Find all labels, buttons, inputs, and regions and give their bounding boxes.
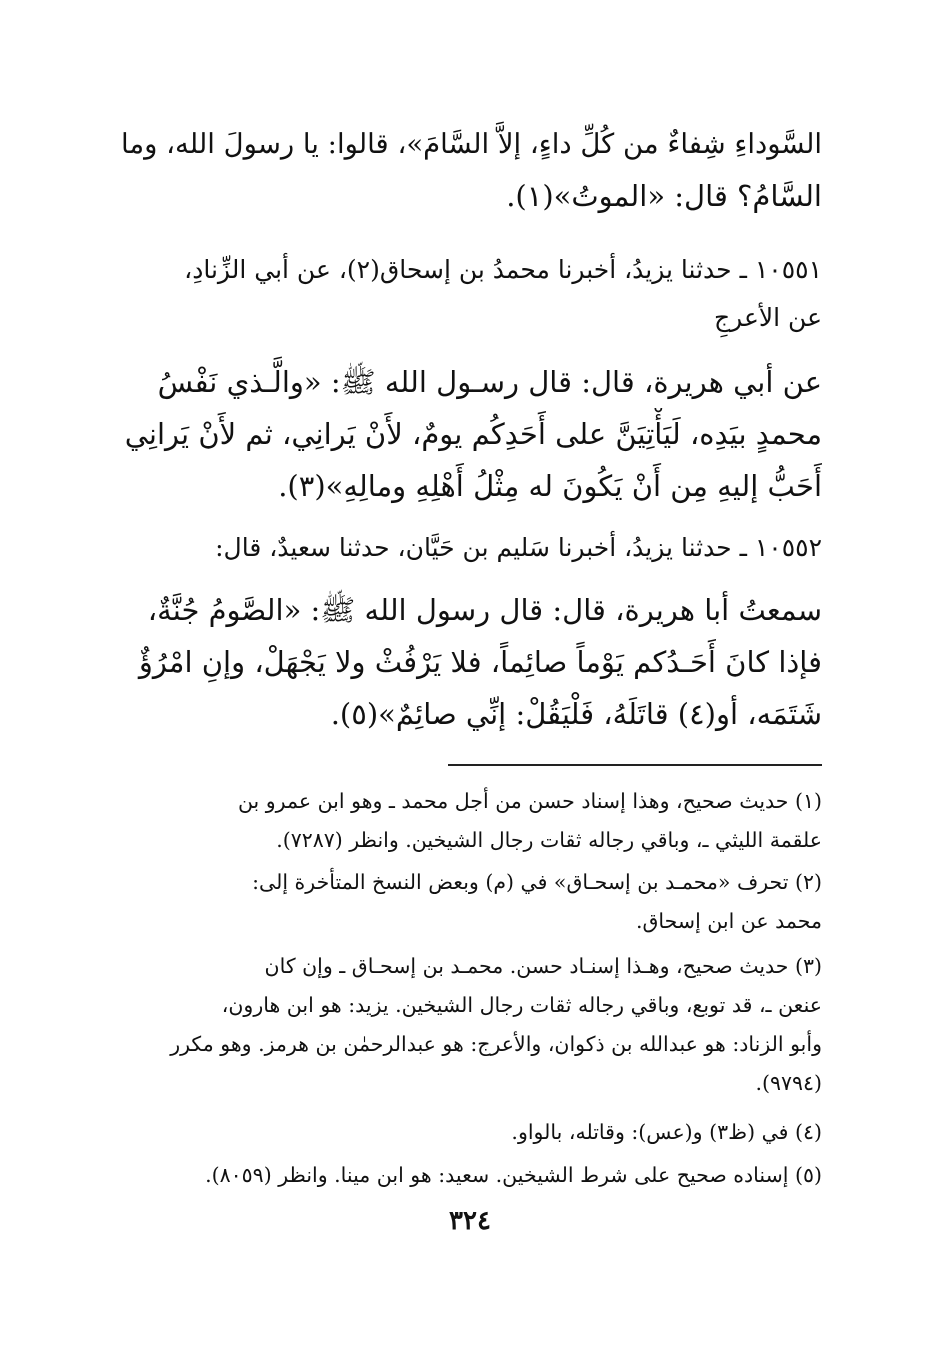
text-line: سمعتُ أبا هريرة، قال: قال رسول الله ﷺ: «الصَّومُ جُنَّةٌ، bbox=[147, 593, 822, 627]
paragraph-hadith-10552 bbox=[118, 584, 822, 740]
text-line: أَحَبُّ إليهِ مِن أَنْ يَكُونَ له مِثْلُ أَهْلِهِ ومالِهِ»(٣). bbox=[278, 469, 822, 503]
footnote-line: (٢) تحرف «محمـد بن إسحـاق» في (م) وبعض النسخ المتأخرة إلى: bbox=[252, 870, 822, 894]
page-number: ٣٢٤ bbox=[449, 1206, 491, 1236]
footnote-separator bbox=[448, 764, 822, 766]
text-line: عن الأعرجِ bbox=[714, 303, 822, 332]
footnote-1 bbox=[118, 782, 822, 860]
paragraph-hadith-continuation bbox=[118, 118, 822, 222]
book-page bbox=[118, 118, 822, 1308]
footnote-5 bbox=[118, 1156, 822, 1195]
text-line: محمدٍ بيَدِه، لَيَأْتِيَنَّ على أَحَدِكُم يومٌ، لأَنْ يَرانِي، ثم لأَنْ يَرانِي bbox=[124, 417, 822, 451]
text-line: ١٠٥٥١ ـ حدثنا يزيدُ، أخبرنا محمدُ بن إسحاق(٢)، عن أبي الزِّنادِ، bbox=[184, 255, 822, 284]
footnote-4 bbox=[118, 1113, 822, 1152]
footnote-line: (٤) في (ظ٣) و(عس): وقاتله، بالواو. bbox=[511, 1120, 822, 1144]
footnote-line: (٥) إسناده صحيح على شرط الشيخين. سعيد: هو ابن مينا. وانظر (٨٠٥٩). bbox=[205, 1163, 822, 1187]
footnote-line: (٣) حديث صحيح، وهـذا إسنـاد حسن. محمـد بن إسحـاق ـ وإن كان bbox=[264, 954, 822, 978]
text-line: شَتَمَه، أو(٤) قاتَلَهُ، فَلْيَقُلْ: إنِّي صائِمٌ»(٥). bbox=[330, 697, 822, 731]
footnote-line: عنعن ـ، قد توبع، وباقي رجاله ثقات رجال الشيخين. يزيد: هو ابن هارون، bbox=[221, 993, 822, 1017]
text-line: السَّوداءِ شِفاءٌ من كُلِّ داءٍ، إلاَّ السَّامَ»، قالوا: يا رسولَ الله، وما bbox=[121, 128, 822, 160]
footnote-line: علقمة الليثي ـ، وباقي رجاله ثقات رجال الشيخين. وانظر (٧٢٨٧). bbox=[276, 828, 822, 852]
paragraph-isnad-10552 bbox=[118, 524, 822, 572]
text-line: السَّامُ؟ قال: «الموتُ»(١). bbox=[506, 179, 822, 213]
footnote-2 bbox=[118, 863, 822, 941]
footnote-line: وأبو الزناد: هو عبدالله بن ذكوان، والأعرج: هو عبدالرحمٰن بن هرمز. وهو مكرر bbox=[170, 1032, 822, 1056]
footnote-line: (٩٧٩٤). bbox=[755, 1071, 822, 1095]
footnote-line: (١) حديث صحيح، وهذا إسناد حسن من أجل محمد ـ وهو ابن عمرو بن bbox=[237, 789, 822, 813]
text-line: ١٠٥٥٢ ـ حدثنا يزيدُ، أخبرنا سَليم بن حَيَّان، حدثنا سعيدٌ، قال: bbox=[215, 533, 822, 562]
paragraph-isnad-10551 bbox=[118, 246, 822, 342]
paragraph-hadith-10551 bbox=[118, 356, 822, 512]
footnote-line: محمد عن ابن إسحاق. bbox=[636, 909, 822, 933]
text-line: عن أبي هريرة، قال: قال رسـول الله ﷺ: «والَّـذي نَفْسُ bbox=[157, 365, 822, 399]
footnote-3 bbox=[118, 947, 822, 1103]
text-line: فإذا كانَ أَحَـدُكم يَوْماً صائِماً، فلا يَرْفُثْ ولا يَجْهَلْ، وإنِ امْرُؤٌ bbox=[138, 645, 822, 679]
